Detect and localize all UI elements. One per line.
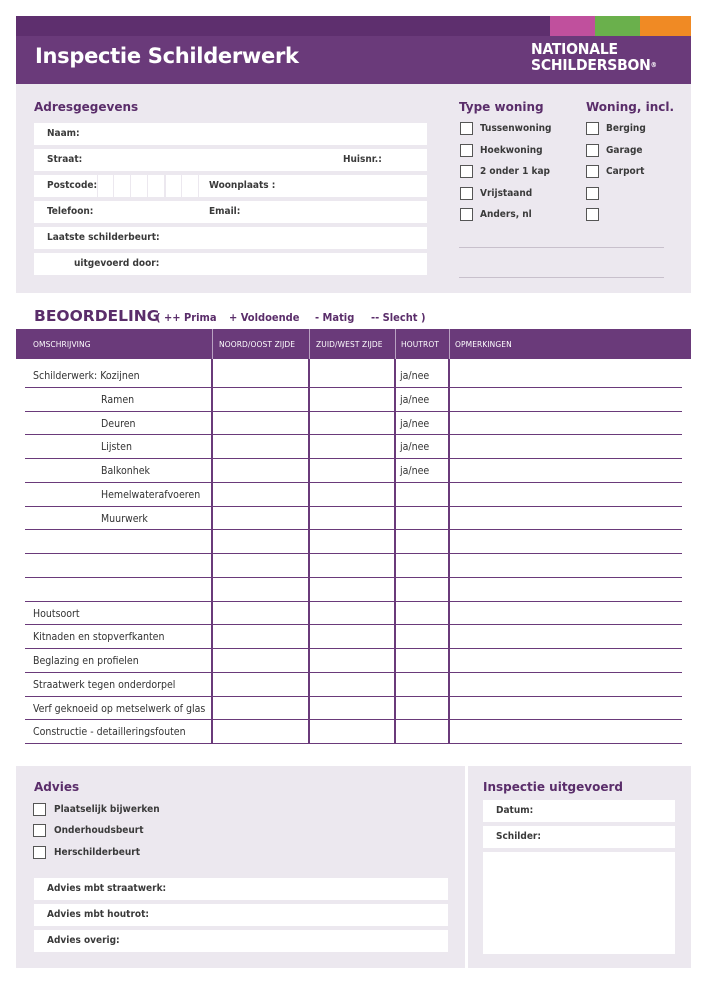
scale-voldoende: + Voldoende — [229, 311, 300, 324]
row-label: Straatwerk tegen onderdorpel — [33, 678, 176, 691]
col-houtrot: HOUTROT — [401, 340, 440, 349]
checkbox-plaatselijk-bijwerken[interactable] — [33, 803, 46, 816]
table-row[interactable] — [25, 625, 682, 649]
strip-pink — [550, 16, 595, 36]
table-header — [16, 329, 691, 359]
table-row[interactable] — [25, 507, 682, 531]
type-woning-title: Type woning — [459, 100, 544, 114]
laatste-schilderbeurt-label: Laatste schilderbeurt: — [47, 232, 160, 243]
advies-houtrot-label: Advies mbt houtrot: — [47, 909, 150, 920]
table-row[interactable] — [25, 459, 682, 483]
huisnr-label: Huisnr.: — [343, 154, 382, 165]
row-label: Hemelwaterafvoeren — [101, 488, 201, 501]
row-label: Ramen — [101, 393, 135, 406]
checkbox-berging[interactable] — [586, 122, 599, 135]
column-divider — [448, 359, 450, 744]
schilder-field[interactable] — [483, 826, 675, 848]
inspectie-title: Inspectie uitgevoerd — [483, 780, 623, 794]
table-row[interactable] — [25, 602, 682, 626]
checkbox-vrijstaand[interactable] — [460, 187, 473, 200]
datum-field[interactable] — [483, 800, 675, 822]
row-label: Verf geknoeid op metselwerk of glas — [33, 702, 206, 715]
column-divider — [211, 359, 213, 744]
schilder-label: Schilder: — [496, 831, 541, 842]
checkbox-extra-2[interactable] — [586, 208, 599, 221]
row-label: Schilderwerk: Kozijnen — [33, 370, 140, 382]
uitgevoerd-door-label: uitgevoerd door: — [74, 258, 160, 269]
table-row[interactable] — [25, 412, 682, 436]
header-separator — [212, 329, 213, 359]
table-row[interactable] — [25, 697, 682, 721]
header-separator — [309, 329, 310, 359]
checkbox-carport[interactable] — [586, 165, 599, 178]
checkbox-onderhoudsbeurt[interactable] — [33, 824, 46, 837]
postcode-separator — [97, 175, 98, 197]
adres-title: Adresgegevens — [34, 100, 139, 114]
checkbox-anders[interactable] — [460, 208, 473, 221]
naam-field[interactable] — [34, 123, 427, 145]
col-omschrijving: OMSCHRIJVING — [33, 340, 91, 349]
advies-straatwerk-label: Advies mbt straatwerk: — [47, 883, 167, 894]
anders-label: Anders, nl — [480, 209, 532, 220]
row-label: Balkonhek — [101, 465, 151, 477]
header-bar — [16, 36, 691, 84]
postcode-separator — [164, 175, 166, 197]
advies-title: Advies — [34, 780, 80, 794]
carport-label: Carport — [606, 166, 645, 177]
table-row[interactable] — [25, 578, 682, 602]
advies-overig-field[interactable] — [34, 930, 448, 952]
vrijstaand-label: Vrijstaand — [480, 188, 533, 199]
top-color-strip — [16, 16, 691, 36]
row-houtrot: ja/nee — [400, 370, 430, 382]
table-row[interactable] — [25, 649, 682, 673]
2-onder-1-kap-label: 2 onder 1 kap — [480, 166, 550, 177]
table-row[interactable] — [25, 435, 682, 459]
postcode-separator — [113, 175, 114, 197]
naam-label: Naam: — [47, 128, 80, 139]
table-row[interactable] — [25, 720, 682, 744]
strip-orange — [640, 16, 691, 36]
strip-green — [595, 16, 640, 36]
straat-field[interactable] — [34, 149, 427, 171]
column-divider — [308, 359, 310, 744]
table-row[interactable] — [25, 364, 682, 388]
row-houtrot: ja/nee — [400, 441, 430, 454]
logo-line-2: SCHILDERSBON® — [531, 56, 657, 74]
woning-incl-title: Woning, incl. — [586, 100, 675, 114]
table-row[interactable] — [25, 673, 682, 697]
row-label: Constructie - detailleringsfouten — [33, 726, 186, 739]
advies-straatwerk-field[interactable] — [34, 878, 448, 900]
postcode-label: Postcode: — [47, 180, 98, 191]
advies-houtrot-field[interactable] — [34, 904, 448, 926]
straat-label: Straat: — [47, 154, 83, 165]
row-label: Beglazing en profielen — [33, 655, 139, 667]
tussenwoning-label: Tussenwoning — [480, 123, 552, 134]
table-row[interactable] — [25, 554, 682, 578]
table-row[interactable] — [25, 388, 682, 412]
postcode-separator — [198, 175, 199, 197]
berging-label: Berging — [606, 123, 646, 134]
col-zuid-west: ZUID/WEST ZIJDE — [316, 340, 383, 349]
anders-line-2 — [459, 277, 664, 278]
header-separator — [449, 329, 450, 359]
anders-line-1 — [459, 247, 664, 248]
checkbox-garage[interactable] — [586, 144, 599, 157]
row-label: Kitnaden en stopverfkanten — [33, 631, 165, 644]
postcode-separator — [181, 175, 182, 197]
header-separator — [395, 329, 396, 359]
row-houtrot: ja/nee — [400, 465, 430, 477]
laatste-schilderbeurt-field[interactable] — [34, 227, 427, 249]
beoordeling-title: BEOORDELING — [34, 307, 160, 325]
advies-overig-label: Advies overig: — [47, 935, 120, 946]
col-opmerkingen: OPMERKINGEN — [455, 340, 512, 349]
row-houtrot: ja/nee — [400, 393, 430, 406]
datum-label: Datum: — [496, 805, 534, 816]
woonplaats-label: Woonplaats : — [209, 180, 276, 191]
postcode-field[interactable] — [34, 175, 427, 197]
page-title: Inspectie Schilderwerk — [35, 44, 299, 68]
telefoon-label: Telefoon: — [47, 206, 94, 217]
email-label: Email: — [209, 206, 241, 217]
scale-slecht: -- Slecht ) — [371, 311, 426, 324]
uitgevoerd-door-field[interactable] — [34, 253, 427, 275]
table-row[interactable] — [25, 483, 682, 507]
postcode-separator — [130, 175, 131, 197]
row-label: Muurwerk — [101, 512, 148, 525]
scale-prima: ( ++ Prima — [156, 311, 217, 324]
row-label: Houtsoort — [33, 607, 80, 620]
checkbox-herschilderbeurt[interactable] — [33, 846, 46, 859]
herschilderbeurt-label: Herschilderbeurt — [54, 847, 141, 858]
logo-line-1: NATIONALE — [531, 40, 618, 58]
col-noord-oost: NOORD/OOST ZIJDE — [219, 340, 296, 349]
nationale-schildersbon-logo — [531, 41, 681, 73]
scale-matig: - Matig — [315, 311, 355, 324]
onderhoudsbeurt-label: Onderhoudsbeurt — [54, 825, 144, 836]
checkbox-hoekwoning[interactable] — [460, 144, 473, 157]
plaatselijk-bijwerken-label: Plaatselijk bijwerken — [54, 804, 160, 815]
checkbox-2-onder-1-kap[interactable] — [460, 165, 473, 178]
checkbox-extra-1[interactable] — [586, 187, 599, 200]
garage-label: Garage — [606, 145, 643, 156]
hoekwoning-label: Hoekwoning — [480, 145, 543, 156]
row-label: Deuren — [101, 417, 136, 430]
row-label: Lijsten — [101, 441, 132, 454]
table-row[interactable] — [25, 530, 682, 554]
row-houtrot: ja/nee — [400, 417, 430, 430]
checkbox-tussenwoning[interactable] — [460, 122, 473, 135]
telefoon-field[interactable] — [34, 201, 427, 223]
column-divider — [394, 359, 396, 744]
handtekening-field[interactable] — [483, 852, 675, 954]
postcode-separator — [147, 175, 148, 197]
